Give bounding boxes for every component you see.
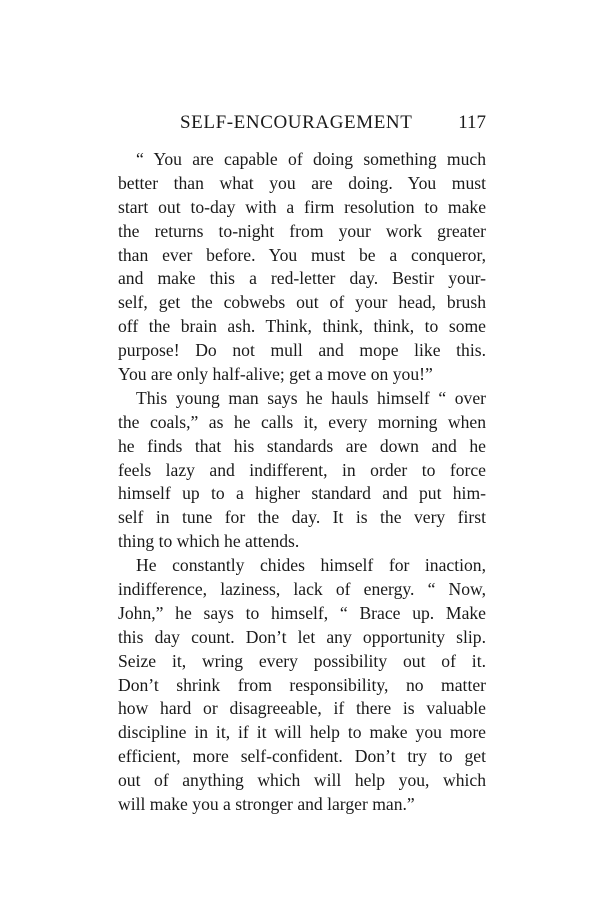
text-line: indifference, laziness, lack of energy. “ Now,: [118, 579, 486, 600]
text-line: self in tune for the day. It is the very first: [118, 507, 486, 528]
text-line: You are only half-alive; get a move on you!”: [118, 364, 433, 385]
text-line: purpose! Do not mull and mope like this.: [118, 340, 486, 361]
paragraph-1: [118, 148, 486, 387]
text-line: Don’t shrink from responsibility, no matter: [118, 674, 486, 695]
text-line: will make you a stronger and larger man.”: [118, 794, 415, 815]
text-line: start out to-day with a firm resolution to make: [118, 196, 486, 217]
running-head: [118, 112, 486, 140]
page-number: 117: [458, 112, 486, 133]
text-line: how hard or disagreeable, if there is valuable: [118, 698, 486, 719]
text-line: the returns to-night from your work greater: [118, 220, 486, 241]
text-line: this day count. Don’t let any opportunity slip.: [118, 626, 486, 647]
paragraph-3: [118, 554, 486, 817]
text-line: he finds that his standards are down and he: [118, 435, 486, 456]
text-line: Seize it, wring every possibility out of it.: [118, 650, 486, 671]
text-line: out of anything which will help you, which: [118, 770, 486, 791]
text-line: discipline in it, if it will help to make you more: [118, 722, 486, 743]
text-line: and make this a red-letter day. Bestir your-: [118, 268, 486, 289]
text-line: the coals,” as he calls it, every morning when: [118, 411, 486, 432]
text-line: than ever before. You must be a conqueror,: [118, 244, 486, 265]
paragraph-2: [118, 387, 486, 554]
text-line: This young man says he hauls himself “ over: [136, 387, 486, 408]
text-line: John,” he says to himself, “ Brace up. Make: [118, 602, 486, 623]
text-line: efficient, more self-confident. Don’t try to get: [118, 746, 486, 767]
text-line: He constantly chides himself for inaction,: [136, 555, 486, 576]
text-line: better than what you are doing. You must: [118, 172, 486, 193]
text-line: “ You are capable of doing something much: [136, 149, 486, 169]
text-line: himself up to a higher standard and put him-: [118, 483, 486, 504]
body-text: [118, 148, 486, 817]
text-line: feels lazy and indifferent, in order to force: [118, 459, 486, 480]
text-line: self, get the cobwebs out of your head, brush: [118, 292, 486, 313]
running-title: SELF-ENCOURAGEMENT: [180, 112, 413, 133]
text-line: thing to which he attends.: [118, 531, 300, 552]
text-line: off the brain ash. Think, think, think, to some: [118, 316, 486, 337]
